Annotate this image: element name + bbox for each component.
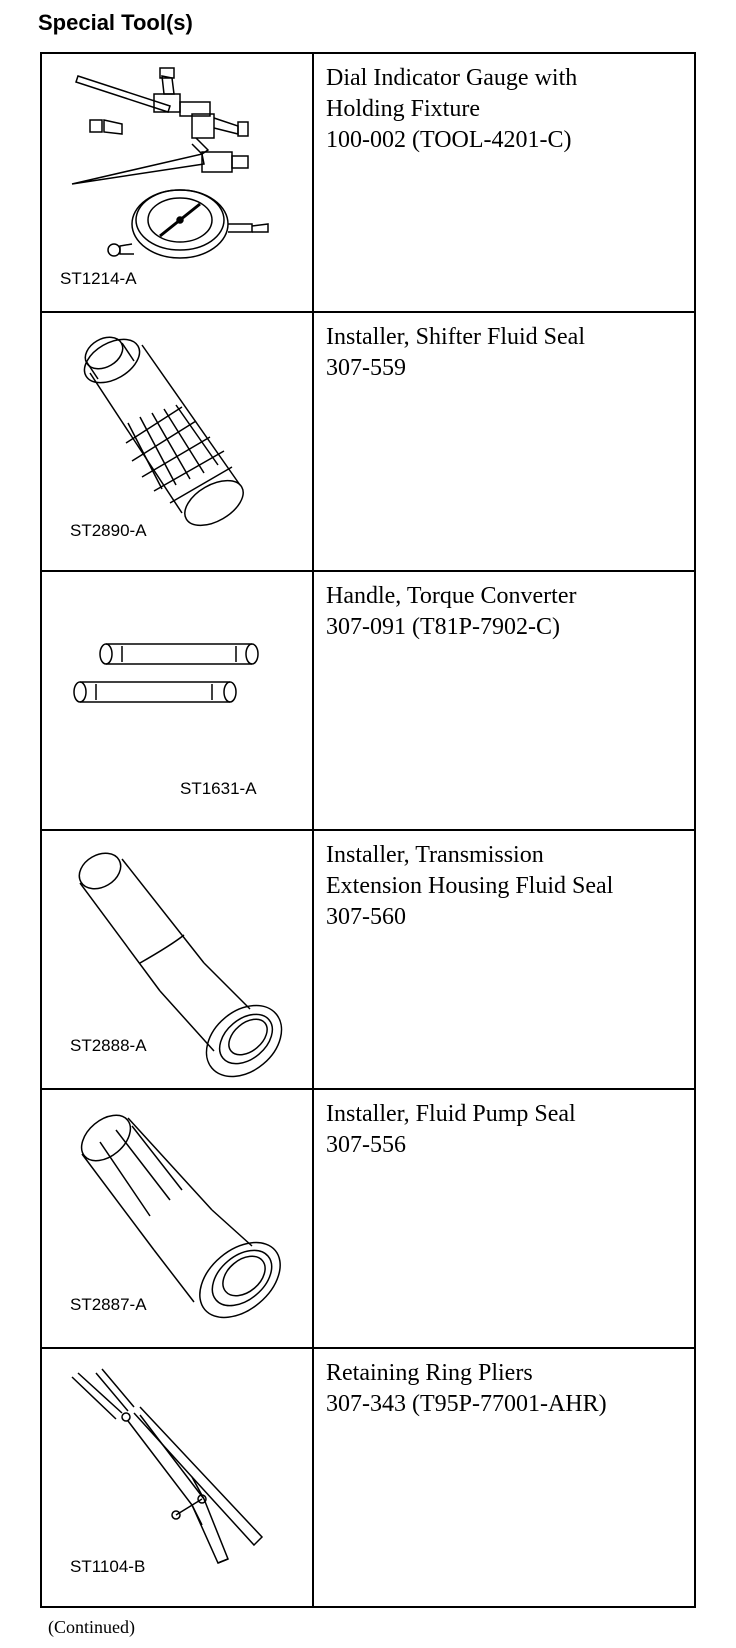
- description-line: Holding Fixture: [326, 96, 480, 122]
- figure-id: ST2887-A: [70, 1295, 147, 1314]
- figure-id: ST1631-A: [180, 779, 257, 798]
- figure-id: ST1104-B: [70, 1557, 146, 1576]
- description-line: Extension Housing Fluid Seal: [326, 873, 614, 899]
- tool-illustration-cell: [41, 830, 313, 1089]
- tool-description: [314, 572, 694, 643]
- table-row: [41, 53, 695, 312]
- description-line: Retaining Ring Pliers: [326, 1360, 533, 1386]
- figure-id: ST2890-A: [70, 521, 147, 540]
- description-line: Dial Indicator Gauge with: [326, 65, 578, 91]
- figure-id: ST2888-A: [70, 1036, 147, 1055]
- table-row: [41, 830, 695, 1089]
- table-row: [41, 571, 695, 830]
- tool-description: [314, 1090, 694, 1161]
- tool-description-cell: [313, 830, 695, 1089]
- description-line: 307-556: [326, 1132, 406, 1158]
- description-line: Handle, Torque Converter: [326, 583, 577, 609]
- tool-illustration-cell: [41, 571, 313, 830]
- tool-description-cell: [313, 1089, 695, 1348]
- tool-illustration-cell: [41, 53, 313, 312]
- description-line: 307-560: [326, 904, 406, 930]
- description-line: 307-091 (T81P-7902-C): [326, 614, 560, 640]
- tool-illustration-cell: [41, 1089, 313, 1348]
- description-line: 100-002 (TOOL-4201-C): [326, 127, 572, 153]
- continued-note: (Continued): [48, 1617, 135, 1637]
- table-row: [41, 312, 695, 571]
- tool-description-cell: [313, 312, 695, 571]
- tool-description: [314, 1349, 694, 1420]
- description-line: 307-343 (T95P-77001-AHR): [326, 1391, 607, 1417]
- description-line: Installer, Transmission: [326, 842, 544, 868]
- tool-illustration-cell: [41, 1348, 313, 1607]
- tool-description-cell: [313, 1348, 695, 1607]
- table-row: [41, 1348, 695, 1607]
- tool-description-cell: [313, 571, 695, 830]
- tool-illustration-cell: [41, 312, 313, 571]
- tool-description: [314, 54, 694, 156]
- figure-id: ST1214-A: [60, 269, 137, 288]
- tool-description-cell: [313, 53, 695, 312]
- tool-description: [314, 313, 694, 384]
- special-tools-table: [40, 52, 696, 1608]
- description-line: Installer, Fluid Pump Seal: [326, 1101, 576, 1127]
- description-line: 307-559: [326, 355, 406, 381]
- torque-converter-handle-icon: [42, 572, 314, 831]
- description-line: Installer, Shifter Fluid Seal: [326, 324, 585, 350]
- tool-description: [314, 831, 694, 933]
- table-row: [41, 1089, 695, 1348]
- section-heading: Special Tool(s): [38, 10, 193, 35]
